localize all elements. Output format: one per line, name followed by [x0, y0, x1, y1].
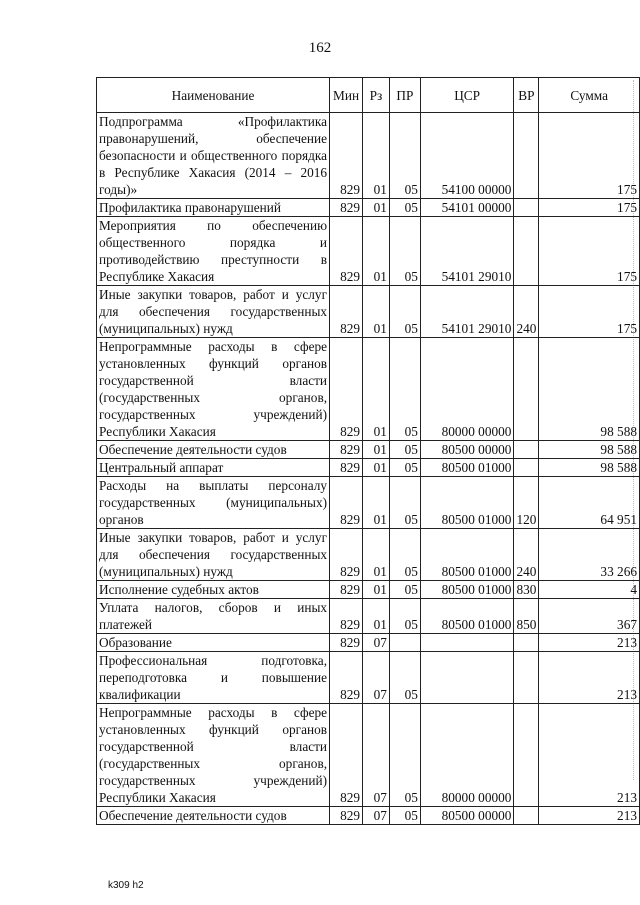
table-row — [97, 113, 640, 199]
cell-name: Обеспечение деятельности судов — [97, 441, 330, 459]
table-row — [97, 286, 640, 338]
cell-min: 829 — [330, 704, 363, 807]
table-row — [97, 807, 640, 825]
cell-rz: 01 — [363, 477, 390, 529]
cell-sum: 213 — [539, 634, 640, 652]
cell-rz: 01 — [363, 217, 390, 286]
cell-min: 829 — [330, 113, 363, 199]
cell-sum: 213 — [539, 652, 640, 704]
cell-csr: 80500 01000 — [420, 581, 514, 599]
cell-sum: 4 — [539, 581, 640, 599]
table-row — [97, 599, 640, 634]
cell-pr: 05 — [389, 652, 420, 704]
table-row — [97, 581, 640, 599]
cell-csr — [420, 652, 514, 704]
cell-rz: 01 — [363, 459, 390, 477]
cell-csr: 54101 00000 — [420, 199, 514, 217]
cell-csr: 54101 29010 — [420, 286, 514, 338]
table-row — [97, 529, 640, 581]
table-row — [97, 199, 640, 217]
table-row — [97, 217, 640, 286]
table-row — [97, 652, 640, 704]
cell-vr — [514, 441, 539, 459]
cell-sum: 175 — [539, 286, 640, 338]
cell-vr — [514, 807, 539, 825]
cell-csr: 54100 00000 — [420, 113, 514, 199]
table-row — [97, 338, 640, 441]
cell-min: 829 — [330, 338, 363, 441]
cell-name: Профессиональная подготовка, переподготовка и повышение квалификации — [97, 652, 330, 704]
cell-rz: 07 — [363, 807, 390, 825]
cell-name: Образование — [97, 634, 330, 652]
cell-vr — [514, 199, 539, 217]
cell-rz: 07 — [363, 634, 390, 652]
cell-min: 829 — [330, 199, 363, 217]
header-name: Наименование — [97, 78, 330, 113]
cell-vr: 830 — [514, 581, 539, 599]
cell-csr — [420, 634, 514, 652]
cell-vr — [514, 459, 539, 477]
cell-pr: 05 — [389, 704, 420, 807]
budget-table — [96, 77, 640, 825]
cell-name: Исполнение судебных актов — [97, 581, 330, 599]
cell-name: Непрограммные расходы в сфере установленных функций органов государственной власти (государственных органов, государственных учреждений) Республики Хакасия — [97, 338, 330, 441]
cell-sum: 98 588 — [539, 441, 640, 459]
header-csr: ЦСР — [420, 78, 514, 113]
cell-vr — [514, 217, 539, 286]
cell-sum: 175 — [539, 199, 640, 217]
cell-vr — [514, 634, 539, 652]
cell-rz: 01 — [363, 599, 390, 634]
cell-pr: 05 — [389, 441, 420, 459]
cell-name: Обеспечение деятельности судов — [97, 807, 330, 825]
cell-csr: 80500 00000 — [420, 441, 514, 459]
cell-pr: 05 — [389, 217, 420, 286]
cell-csr: 80500 01000 — [420, 459, 514, 477]
cell-name: Профилактика правонарушений — [97, 199, 330, 217]
cell-rz: 01 — [363, 529, 390, 581]
cell-name: Непрограммные расходы в сфере установленных функций органов государственной власти (государственных органов, государственных учреждений) Республики Хакасия — [97, 704, 330, 807]
cell-name: Центральный аппарат — [97, 459, 330, 477]
cell-csr: 80000 00000 — [420, 338, 514, 441]
header-vr: ВР — [514, 78, 539, 113]
cell-rz: 01 — [363, 113, 390, 199]
cell-sum: 98 588 — [539, 459, 640, 477]
cell-sum: 33 266 — [539, 529, 640, 581]
cell-sum: 98 588 — [539, 338, 640, 441]
cell-vr — [514, 652, 539, 704]
header-min: Мин — [330, 78, 363, 113]
cell-name: Мероприятия по обеспечению общественного порядка и противодействию преступности в Республике Хакасия — [97, 217, 330, 286]
cell-rz: 01 — [363, 199, 390, 217]
cell-csr: 80500 01000 — [420, 477, 514, 529]
cell-min: 829 — [330, 441, 363, 459]
cell-min: 829 — [330, 477, 363, 529]
cell-vr: 120 — [514, 477, 539, 529]
cell-csr: 54101 29010 — [420, 217, 514, 286]
cell-sum: 213 — [539, 807, 640, 825]
table-row — [97, 704, 640, 807]
cell-pr: 05 — [389, 477, 420, 529]
cell-vr — [514, 338, 539, 441]
cell-min: 829 — [330, 581, 363, 599]
cell-pr: 05 — [389, 581, 420, 599]
table-row — [97, 477, 640, 529]
cell-rz: 01 — [363, 581, 390, 599]
cell-pr: 05 — [389, 599, 420, 634]
cell-pr: 05 — [389, 529, 420, 581]
page-number: 162 — [308, 40, 332, 56]
header-rz: Рз — [363, 78, 390, 113]
cell-sum: 64 951 — [539, 477, 640, 529]
cell-min: 829 — [330, 459, 363, 477]
table-row — [97, 634, 640, 652]
cell-csr: 80500 01000 — [420, 599, 514, 634]
cell-min: 829 — [330, 807, 363, 825]
footer-code: k309 h2 — [108, 880, 144, 891]
cell-rz: 07 — [363, 652, 390, 704]
cell-sum: 213 — [539, 704, 640, 807]
cell-min: 829 — [330, 652, 363, 704]
cell-rz: 01 — [363, 286, 390, 338]
cell-vr — [514, 113, 539, 199]
cell-rz: 01 — [363, 338, 390, 441]
cell-name: Подпрограмма «Профилактика правонарушений, обеспечение безопасности и общественного порядка в Республике Хакасия (2014 – 2016 годы)» — [97, 113, 330, 199]
header-pr: ПР — [389, 78, 420, 113]
cell-sum: 367 — [539, 599, 640, 634]
cell-name: Уплата налогов, сборов и иных платежей — [97, 599, 330, 634]
header-sum: Сумма — [539, 78, 640, 113]
cell-pr — [389, 634, 420, 652]
cell-min: 829 — [330, 634, 363, 652]
cell-pr: 05 — [389, 286, 420, 338]
cell-csr: 80000 00000 — [420, 704, 514, 807]
header-row — [97, 78, 640, 113]
cell-pr: 05 — [389, 113, 420, 199]
cell-pr: 05 — [389, 459, 420, 477]
cell-vr: 240 — [514, 286, 539, 338]
cell-rz: 07 — [363, 704, 390, 807]
cell-pr: 05 — [389, 199, 420, 217]
cell-vr: 240 — [514, 529, 539, 581]
cell-min: 829 — [330, 217, 363, 286]
cell-pr: 05 — [389, 807, 420, 825]
cell-sum: 175 — [539, 113, 640, 199]
cell-csr: 80500 01000 — [420, 529, 514, 581]
cell-name: Иные закупки товаров, работ и услуг для обеспечения государственных (муниципальных) нужд — [97, 286, 330, 338]
table-row — [97, 441, 640, 459]
cell-name: Расходы на выплаты персоналу государственных (муниципальных) органов — [97, 477, 330, 529]
table-row — [97, 459, 640, 477]
cell-csr: 80500 00000 — [420, 807, 514, 825]
cell-vr — [514, 704, 539, 807]
cell-pr: 05 — [389, 338, 420, 441]
cell-name: Иные закупки товаров, работ и услуг для обеспечения государственных (муниципальных) нужд — [97, 529, 330, 581]
cell-min: 829 — [330, 286, 363, 338]
cell-min: 829 — [330, 529, 363, 581]
cell-vr: 850 — [514, 599, 539, 634]
cell-sum: 175 — [539, 217, 640, 286]
cell-rz: 01 — [363, 441, 390, 459]
cell-min: 829 — [330, 599, 363, 634]
